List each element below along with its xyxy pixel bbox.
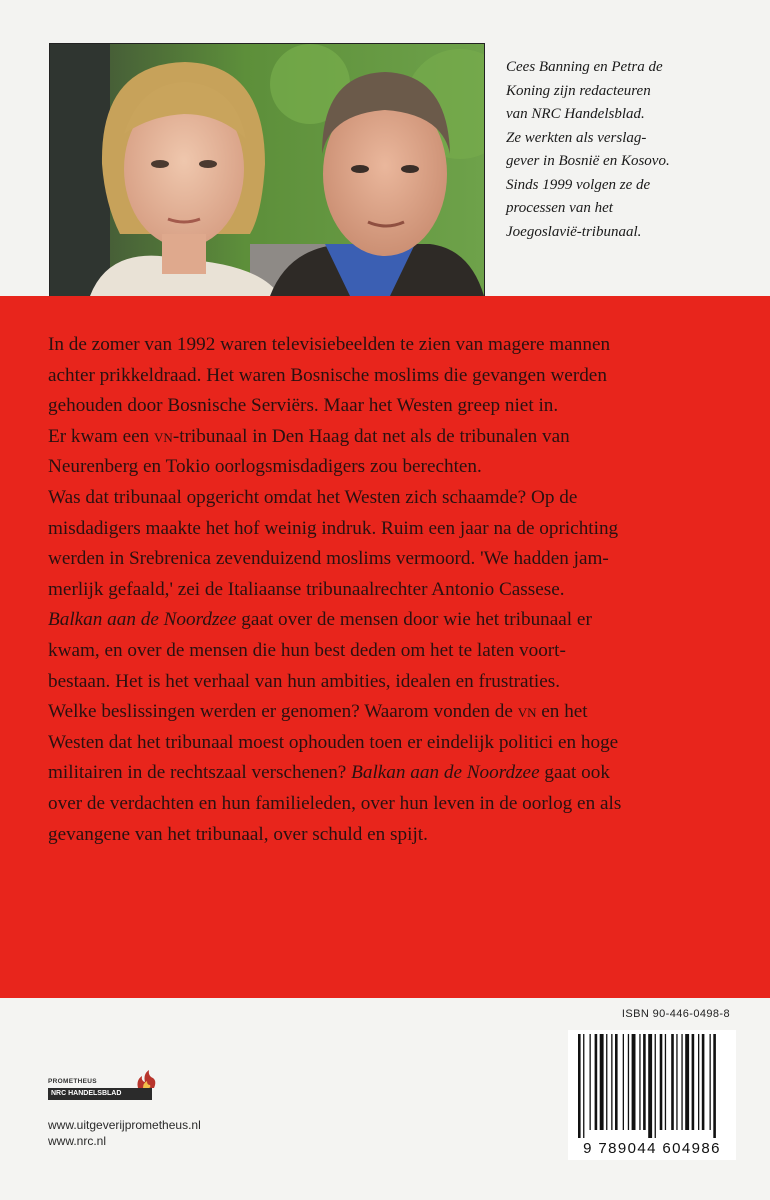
barcode-bar [648,1034,652,1138]
blurb-abbrev: vn [517,701,537,723]
blurb-text: -tribunaal in Den Haag dat net als de tribunalen van [172,425,570,447]
blurb-text: militairen in de rechtszaal verschenen? [48,762,352,784]
bio-line: van NRC Handelsblad. [506,106,645,122]
publisher-logo [48,1068,160,1104]
blurb-text: Welke beslissingen werden er genomen? Waarom vonden de [48,701,518,723]
barcode-bar [685,1034,689,1130]
book-title-italic: Balkan aan de Noordzee [351,762,540,784]
barcode-bar [655,1034,656,1138]
blurb-line [48,605,738,636]
blurb-line: gevangene van het tribunaal, over schuld en spijt. [48,823,428,845]
blurb-line: misdadigers maakte het hof weinig indruk. Ruim een jaar na de oprichting [48,517,619,539]
barcode-bar [578,1034,581,1138]
blurb-line: Westen dat het tribunaal moest ophouden toen er eindelijk politici en hoge [48,731,619,753]
barcode-bar [681,1034,682,1130]
blurb-line: In de zomer van 1992 waren televisiebeelden te zien van magere mannen [48,334,611,355]
blurb-line: werden in Srebrenica zevenduizend moslims vermoord. 'We hadden jam- [48,548,609,570]
barcode-bar [660,1034,663,1130]
publisher-website-link[interactable]: www.uitgeverijprometheus.nl [48,1118,201,1132]
blurb-text: en het [536,701,588,723]
bio-line: gever in Bosnië en Kosovo. [506,153,670,169]
bio-line: Sinds 1999 volgen ze de [506,176,651,193]
barcode-bar [590,1034,591,1130]
blurb-text: gaat over de mensen door wie het tribunaal er [236,609,592,631]
barcode-bar [710,1034,711,1130]
blurb-line: achter prikkeldraad. Het waren Bosnische moslims die gevangen werden [48,364,607,386]
publisher-name: PROMETHEUS [48,1078,97,1085]
back-cover-blurb [48,330,738,850]
barcode-bar [615,1034,618,1130]
barcode-bar [595,1034,598,1130]
blurb-line [48,697,738,728]
author-photo [50,44,484,296]
barcode-bar [702,1034,705,1130]
barcode-bar [628,1034,629,1130]
barcode-bars [568,1030,736,1140]
blurb-line: Neurenberg en Tokio oorlogsmisdadigers zou berechten. [48,456,482,478]
blurb-abbrev: vn [154,425,173,447]
blurb-line: over de verdachten en hun familieleden, over hun leven in de oorlog en als [48,792,622,814]
blurb-line [48,422,738,453]
blurb-text: Er kwam een [48,425,155,447]
barcode-bar [698,1034,699,1130]
barcode-bar [600,1034,604,1130]
barcode-bar [676,1034,677,1130]
bio-line: Koning zijn redacteuren [506,82,651,99]
blurb-line: bestaan. Het is het verhaal van hun ambities, idealen en frustraties. [48,670,561,692]
bio-line: Cees Banning en Petra de [506,59,663,75]
barcode-bar [692,1034,695,1130]
barcode-bar [611,1034,612,1130]
barcode-bar [606,1034,607,1130]
newspaper-website-link[interactable]: www.nrc.nl [48,1134,107,1148]
newspaper-name: NRC HANDELSBLAD [48,1088,152,1100]
barcode-bar [713,1034,716,1138]
barcode-digits: 9 789044 604986 [583,1140,721,1157]
blurb-line: kwam, en over de mensen die hun best deden om het te laten voort- [48,639,566,661]
blurb-line [48,758,738,789]
author-portrait-photo [50,44,484,296]
book-title-italic: Balkan aan de Noordzee [48,609,237,631]
barcode-bar [671,1034,674,1130]
prometheus-flame-icon [134,1068,160,1090]
barcode-bar [632,1034,636,1130]
barcode-bar [583,1034,584,1138]
blurb-line: Was dat tribunaal opgericht omdat het Westen zich schaamde? Op de [48,486,578,508]
blurb-line: gehouden door Bosnische Serviërs. Maar het Westen greep niet in. [48,395,559,417]
bio-line: Ze werkten als verslag- [506,129,647,146]
bio-line: Joegoslavië-tribunaal. [506,223,642,240]
isbn-label: ISBN 90-446-0498-8 [621,1008,730,1020]
barcode-bar [665,1034,666,1130]
author-bio [506,56,756,244]
blurb-line: merlijk gefaald,' zei de Italiaanse tribunaalrechter Antonio Cassese. [48,578,565,600]
barcode-bar [623,1034,624,1130]
barcode-bar [639,1034,640,1130]
barcode-bar [643,1034,646,1130]
bio-line: processen van het [506,200,613,216]
blurb-text: gaat ook [539,762,610,784]
